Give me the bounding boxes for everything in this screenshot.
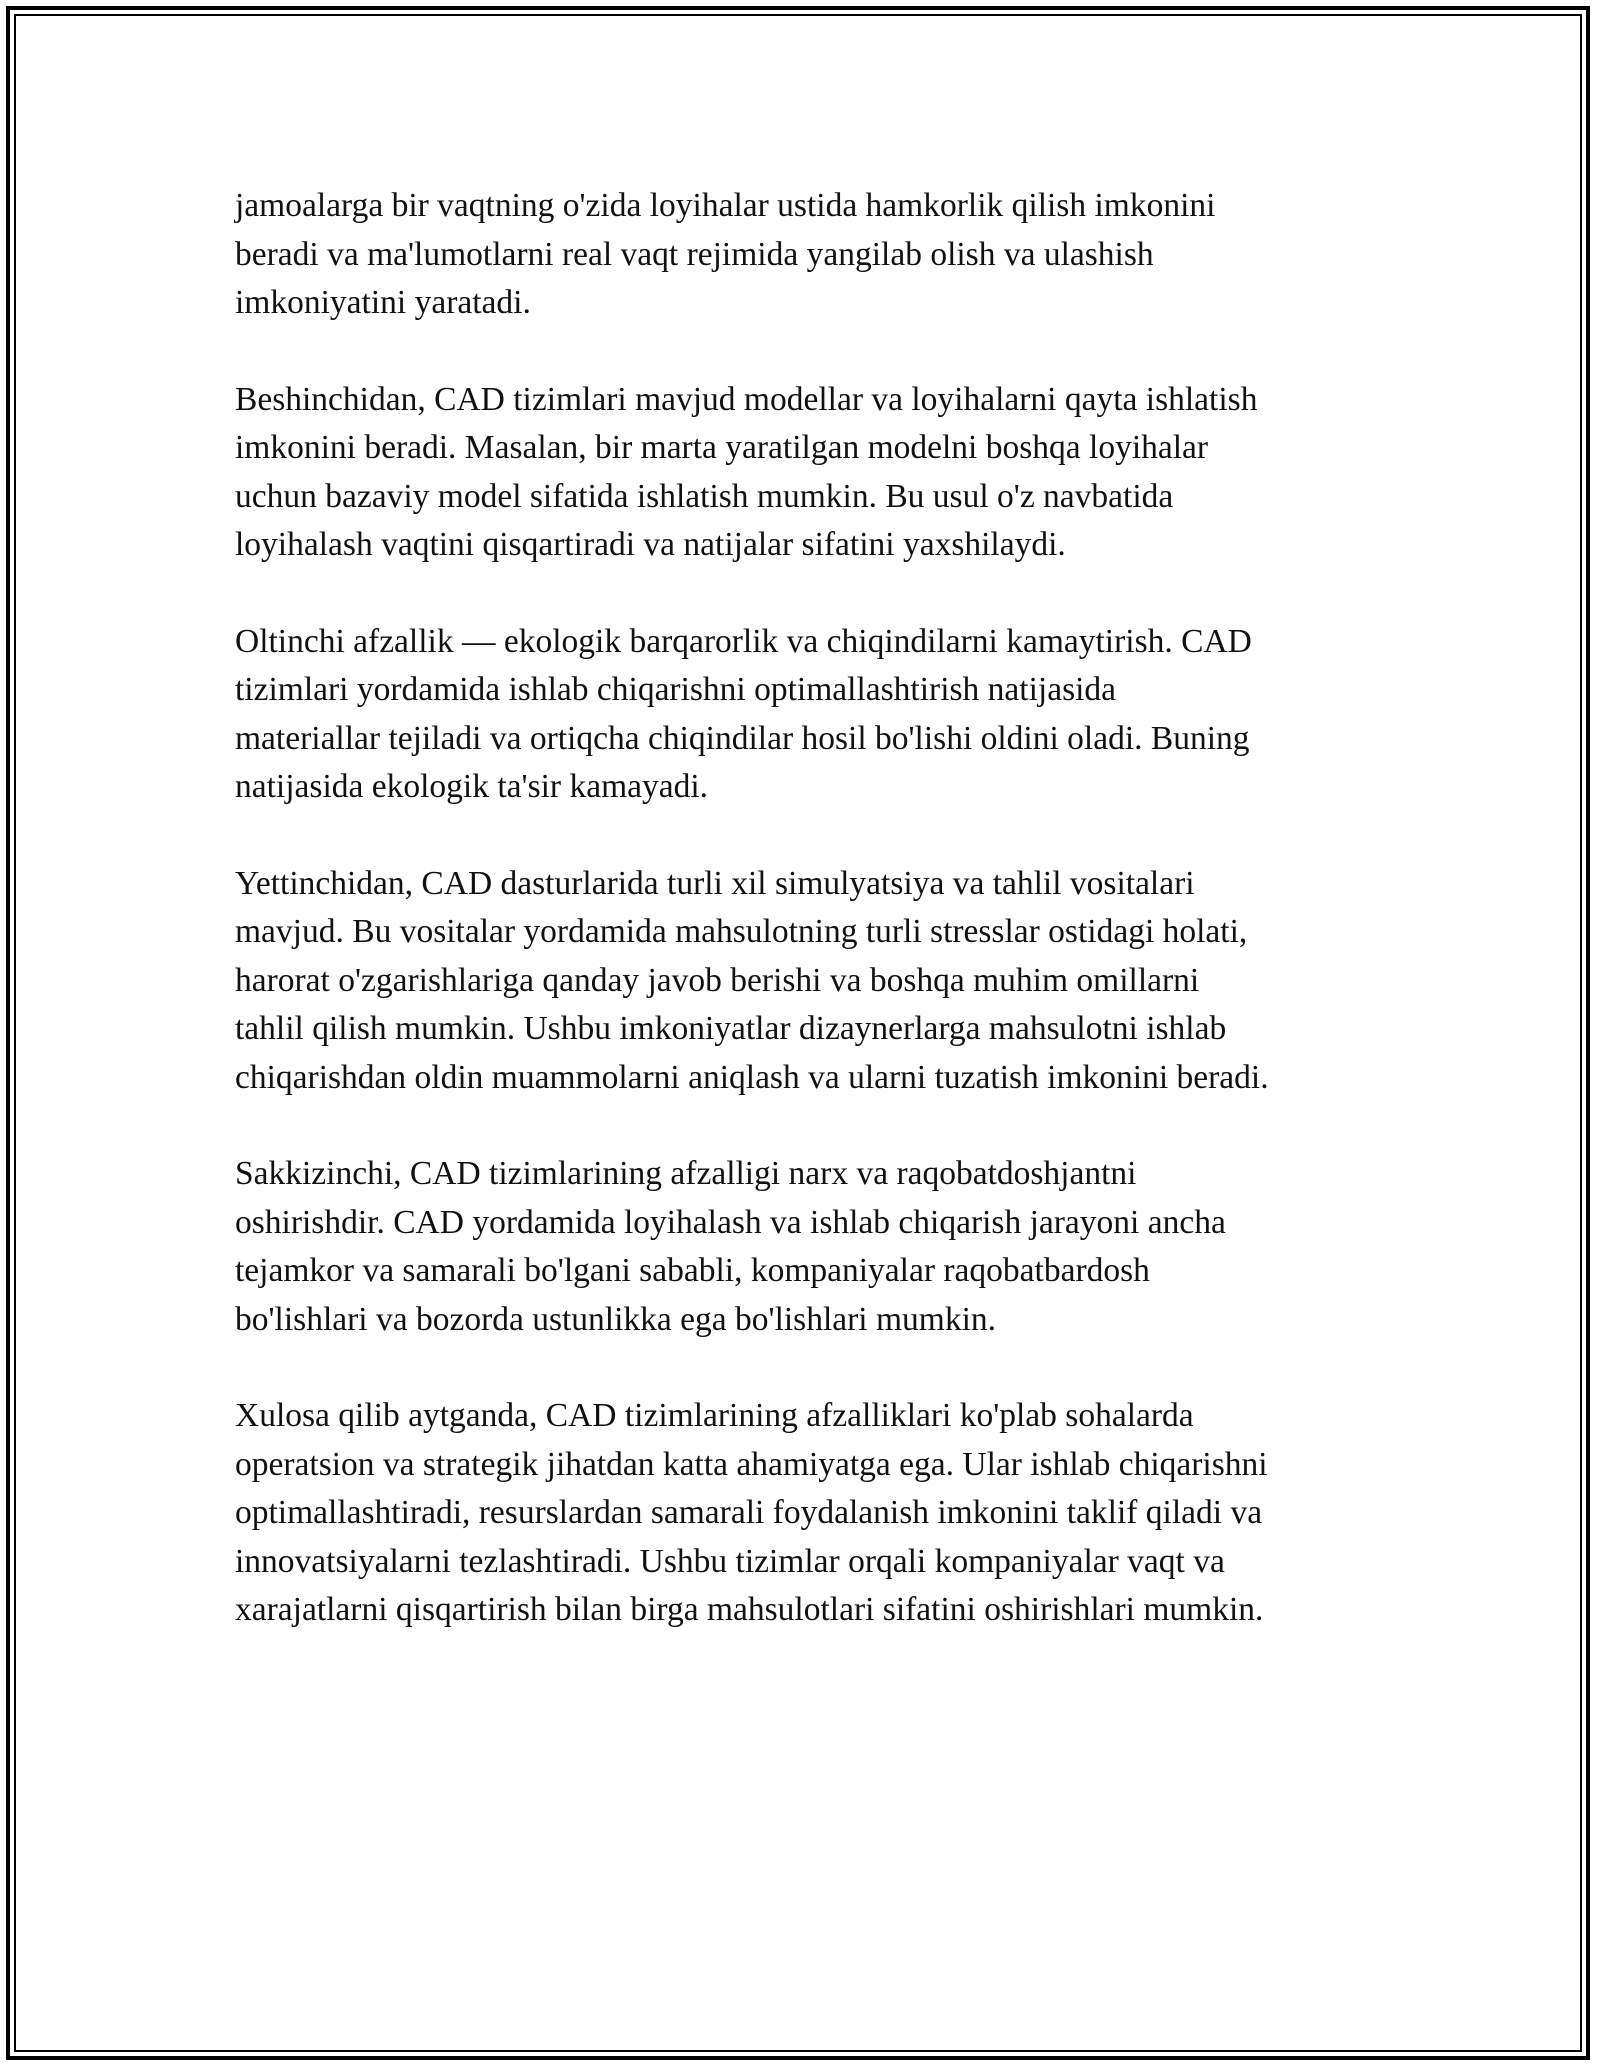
text-line: chiqarishdan oldin muammolarni aniqlash va ularni tuzatish imkonini beradi. — [235, 1058, 1269, 1096]
paragraph-seventh-advantage — [235, 860, 1375, 1103]
paragraph-conclusion — [235, 1392, 1375, 1635]
text-line: tahlil qilish mumkin. Ushbu imkoniyatlar dizaynerlarga mahsulotni ishlab — [235, 1010, 1227, 1047]
text-line: imkonini beradi. Masalan, bir marta yaratilgan modelni boshqa loyihalar — [235, 429, 1209, 466]
text-line: jamoalarga bir vaqtning o'zida loyihalar ustida hamkorlik qilish imkonini — [235, 187, 1216, 224]
text-line: Sakkizinchi, CAD tizimlarining afzalligi narx va raqobatdoshjantni — [235, 1155, 1137, 1192]
document-body — [235, 182, 1375, 1683]
text-line: oshirishdir. CAD yordamida loyihalash va ishlab chiqarish jarayoni ancha — [235, 1203, 1226, 1241]
text-line: Beshinchidan, CAD tizimlari mavjud modellar va loyihalarni qayta ishlatish — [235, 380, 1258, 418]
text-line: innovatsiyalarni tezlashtiradi. Ushbu tizimlar orqali kompaniyalar vaqt va — [235, 1542, 1225, 1580]
paragraph-eighth-advantage — [235, 1150, 1375, 1344]
text-line: tizimlari yordamida ishlab chiqarishni optimallashtirish natijasida — [235, 671, 1117, 708]
text-line: harorat o'zgarishlariga qanday javob berishi va boshqa muhim omillarni — [235, 961, 1200, 999]
text-line: xarajatlarni qisqartirish bilan birga mahsulotlari sifatini oshirishlari mumkin. — [235, 1591, 1264, 1628]
text-line: optimallashtiradi, resurslardan samarali foydalanish imkonini taklif qiladi va — [235, 1494, 1263, 1531]
paragraph-fifth-advantage — [235, 376, 1375, 570]
text-line: bo'lishlari va bozorda ustunlikka ega bo'lishlari mumkin. — [235, 1300, 997, 1338]
text-line: materiallar tejiladi va ortiqcha chiqindilar hosil bo'lishi oldini oladi. Buning — [235, 719, 1250, 757]
paragraph-sixth-advantage — [235, 618, 1375, 812]
paragraph-collaboration — [235, 182, 1375, 328]
text-line: loyihalash vaqtini qisqartiradi va natijalar sifatini yaxshilaydi. — [235, 526, 1066, 563]
text-line: beradi va ma'lumotlarni real vaqt rejimida yangilab olish va ulashish — [235, 235, 1154, 273]
text-line: mavjud. Bu vositalar yordamida mahsulotning turli stresslar ostidagi holati, — [235, 913, 1248, 950]
text-line: Xulosa qilib aytganda, CAD tizimlarining afzalliklari ko'plab sohalarda — [235, 1397, 1194, 1434]
text-line: natijasida ekologik ta'sir kamayadi. — [235, 768, 709, 805]
text-line: uchun bazaviy model sifatida ishlatish mumkin. Bu usul o'z navbatida — [235, 477, 1174, 515]
text-line: operatsion va strategik jihatdan katta ahamiyatga ega. Ular ishlab chiqarishni — [235, 1445, 1268, 1483]
text-line: tejamkor va samarali bo'lgani sababli, kompaniyalar raqobatbardosh — [235, 1252, 1150, 1289]
text-line: Yettinchidan, CAD dasturlarida turli xil simulyatsiya va tahlil vositalari — [235, 864, 1195, 902]
text-line: imkoniyatini yaratadi. — [235, 284, 531, 321]
text-line: Oltinchi afzallik — ekologik barqarorlik va chiqindilarni kamaytirish. CAD — [235, 622, 1252, 660]
